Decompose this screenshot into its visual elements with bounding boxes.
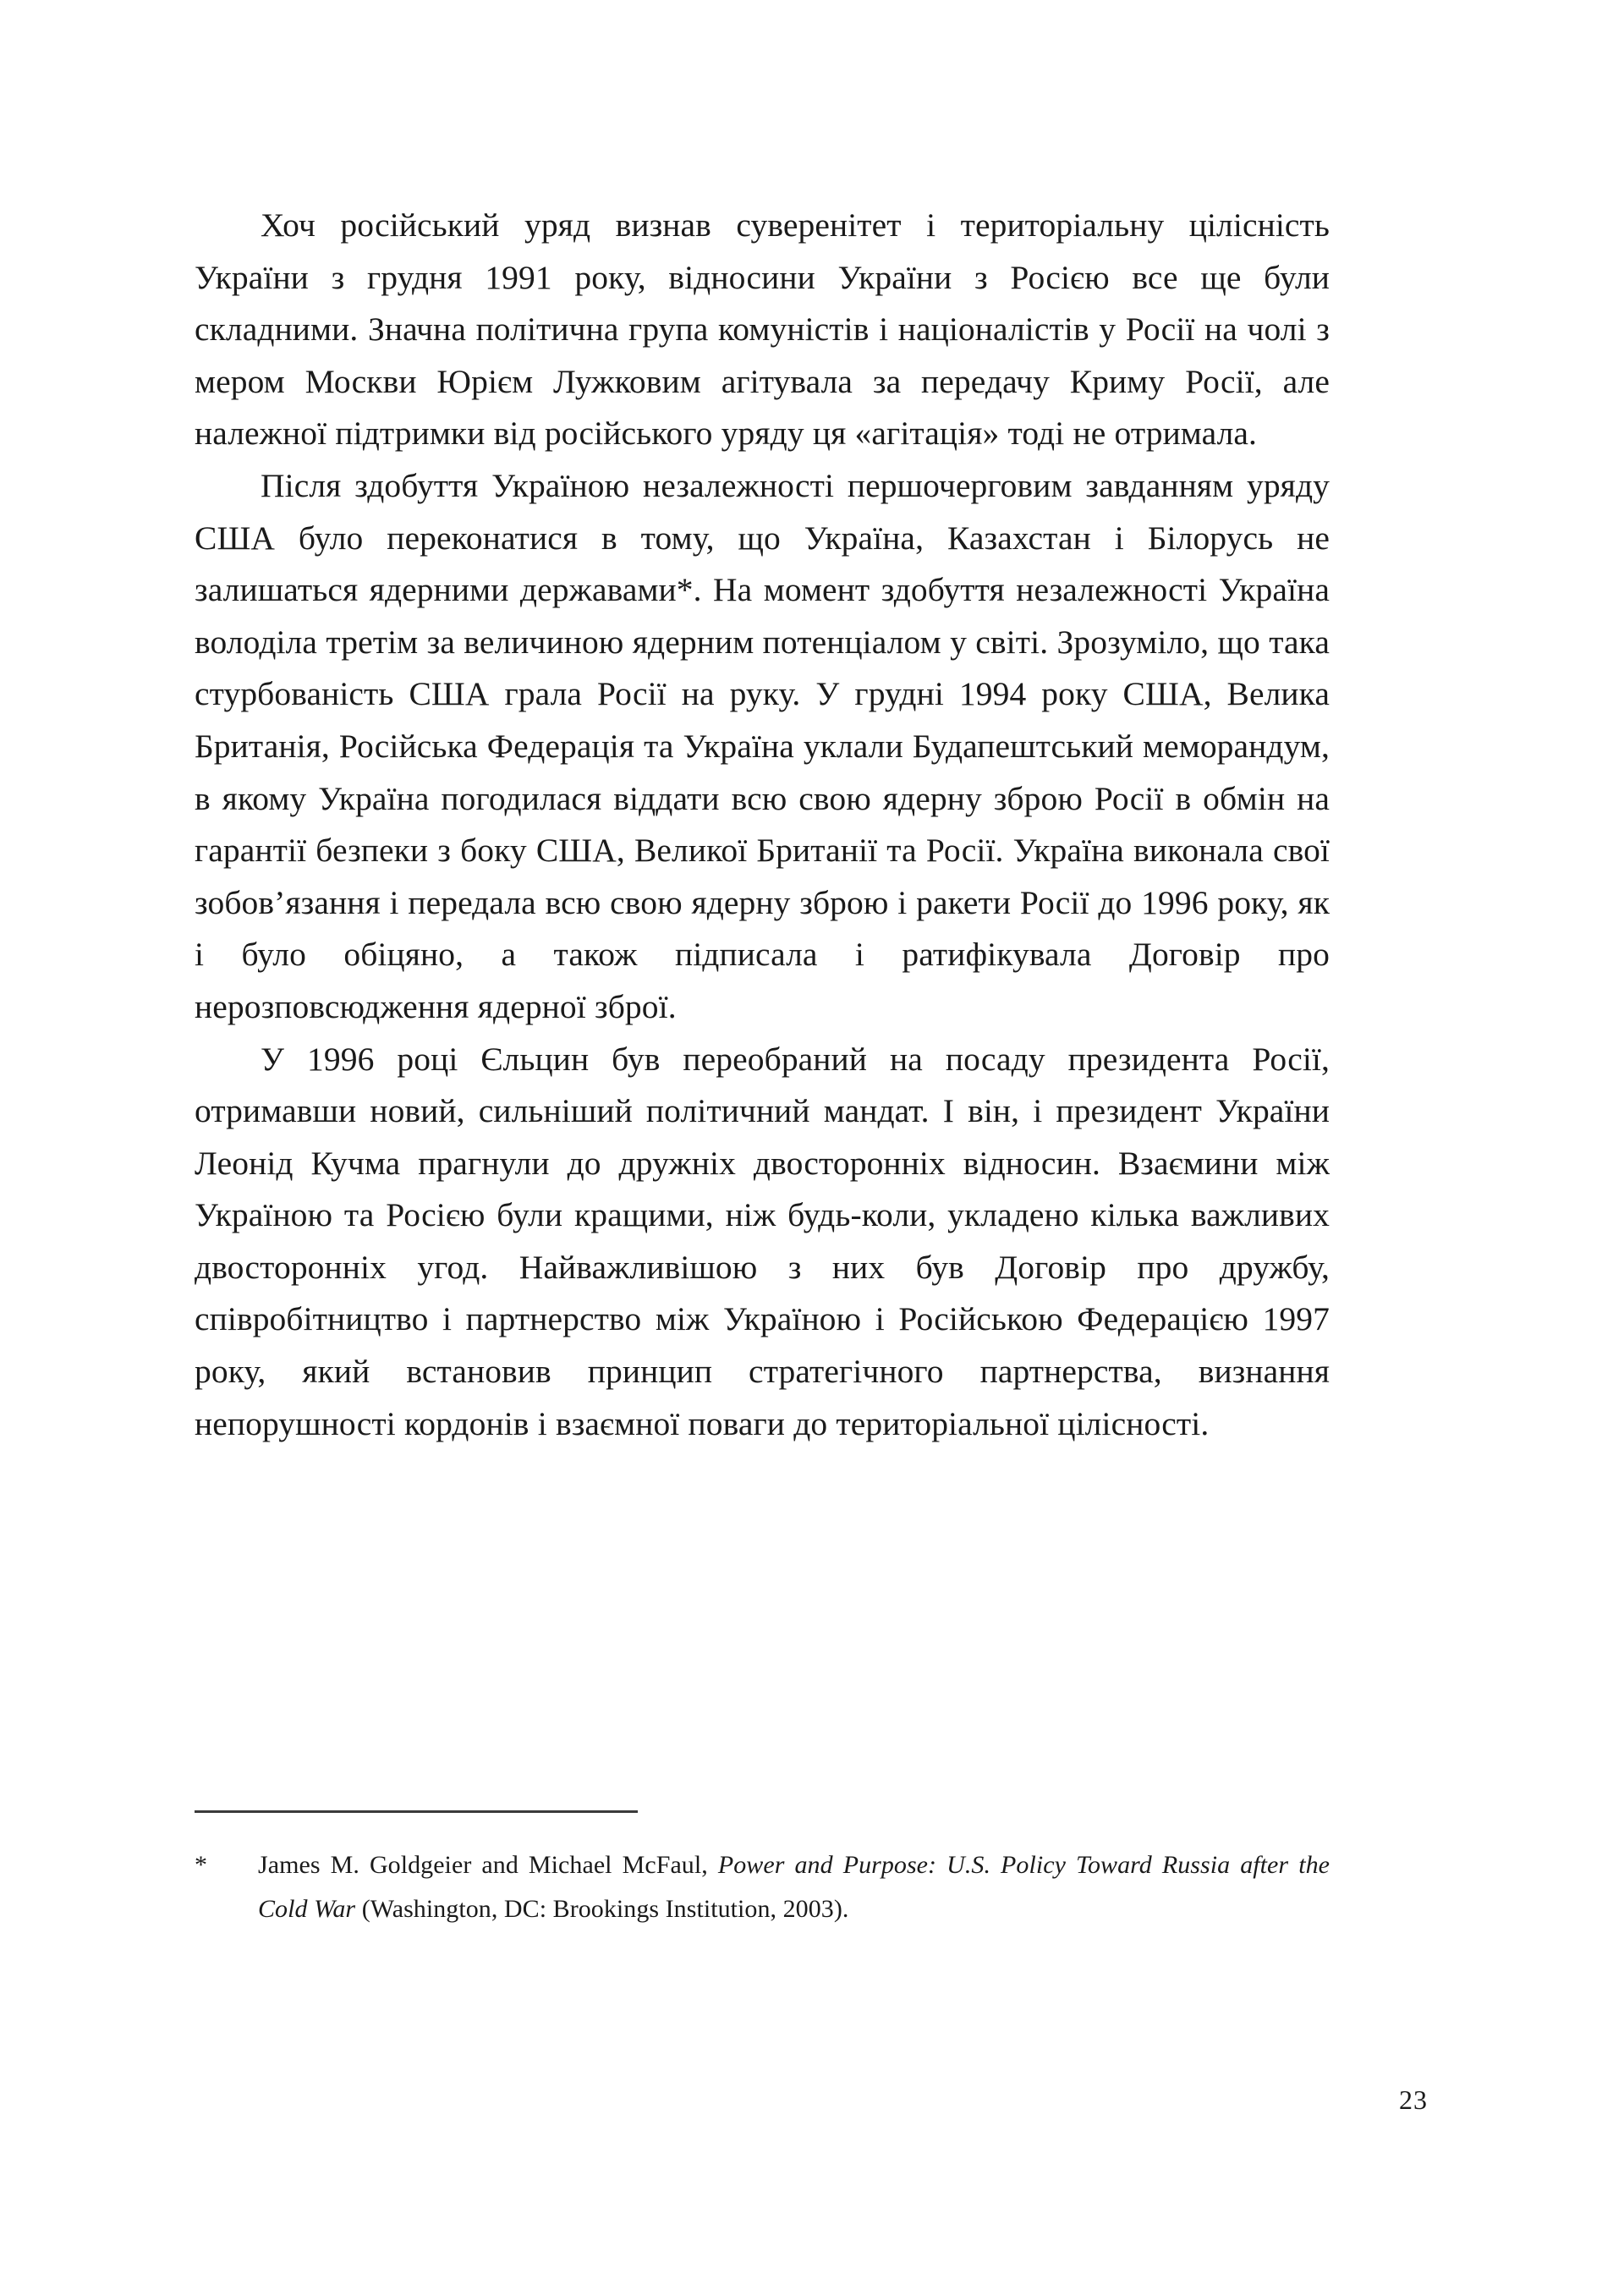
paragraph-2: Після здобуття Україною незалежності першочерговим завданням уряду США було переконатися в тому, що Україна, Казахстан і Білорусь не залишаться ядерними державами*. На момент здобуття незалежності Україна володіла третім за величиною ядерним потенціалом у світі. Зрозуміло, що така стурбованість США грала Росії на руку. У грудні 1994 року США, Велика Британія, Російська Федерація та Україна уклали Будапештський меморандум, в якому Україна погодилася віддати всю свою ядерну зброю Росії в обмін на гарантії безпеки з боку США, Великої Британії та Росії. Україна виконала свої зобов’язання і передала всю свою ядерну зброю і ракети Росії до 1996 року, як і було обіцяно, а також підписала і ратифікувала Договір про нерозповсюдження ядерної зброї. [195, 466, 1330, 1025]
footnote-marker: * [195, 1851, 207, 1879]
body-text-column [195, 200, 1330, 1450]
footnote-title: Power and Purpose: U.S. Policy Toward Russia after the Cold War [258, 1851, 1330, 1923]
footnote-block [195, 1810, 1330, 1931]
page-number: 23 [1399, 2084, 1428, 2115]
footnote-text [258, 1843, 1330, 1931]
paragraph-3: У 1996 році Єльцин був переобраний на посаду президента Росії, отримавши новий, сильніший політичний мандат. І він, і президент України Леонід Кучма прагнули до дружніх двосторонніх відносин. Взаємини між Україною та Росією були кращими, ніж будь-коли, укладено кілька важливих двосторонніх угод. Найважливішою з них був Договір про дружбу, співробітництво і партнерство між Україною і Російською Федерацією 1997 року, який встановив принцип стратегічного партнерства, визнання непорушності кордонів і взаємної поваги до територіальної цілісності. [195, 1040, 1330, 1442]
footnote-publication: (Washington, DC: Brookings Institution, 2003). [355, 1895, 849, 1923]
paragraph-1: Хоч російський уряд визнав суверенітет і територіальну цілісність України з грудня 1991 року, відносини України з Росією все ще були складними. Значна політична група комуністів і націоналістів у Росії на чолі з мером Москви Юрієм Лужковим агітувала за передачу Криму Росії, але належної підтримки від російського уряду ця «агітація» тоді не отримала. [195, 206, 1330, 453]
footnote-separator-rule [195, 1810, 638, 1813]
footnote-authors: James M. Goldgeier and Michael McFaul, [258, 1851, 718, 1879]
footnote-entry [195, 1843, 1330, 1931]
